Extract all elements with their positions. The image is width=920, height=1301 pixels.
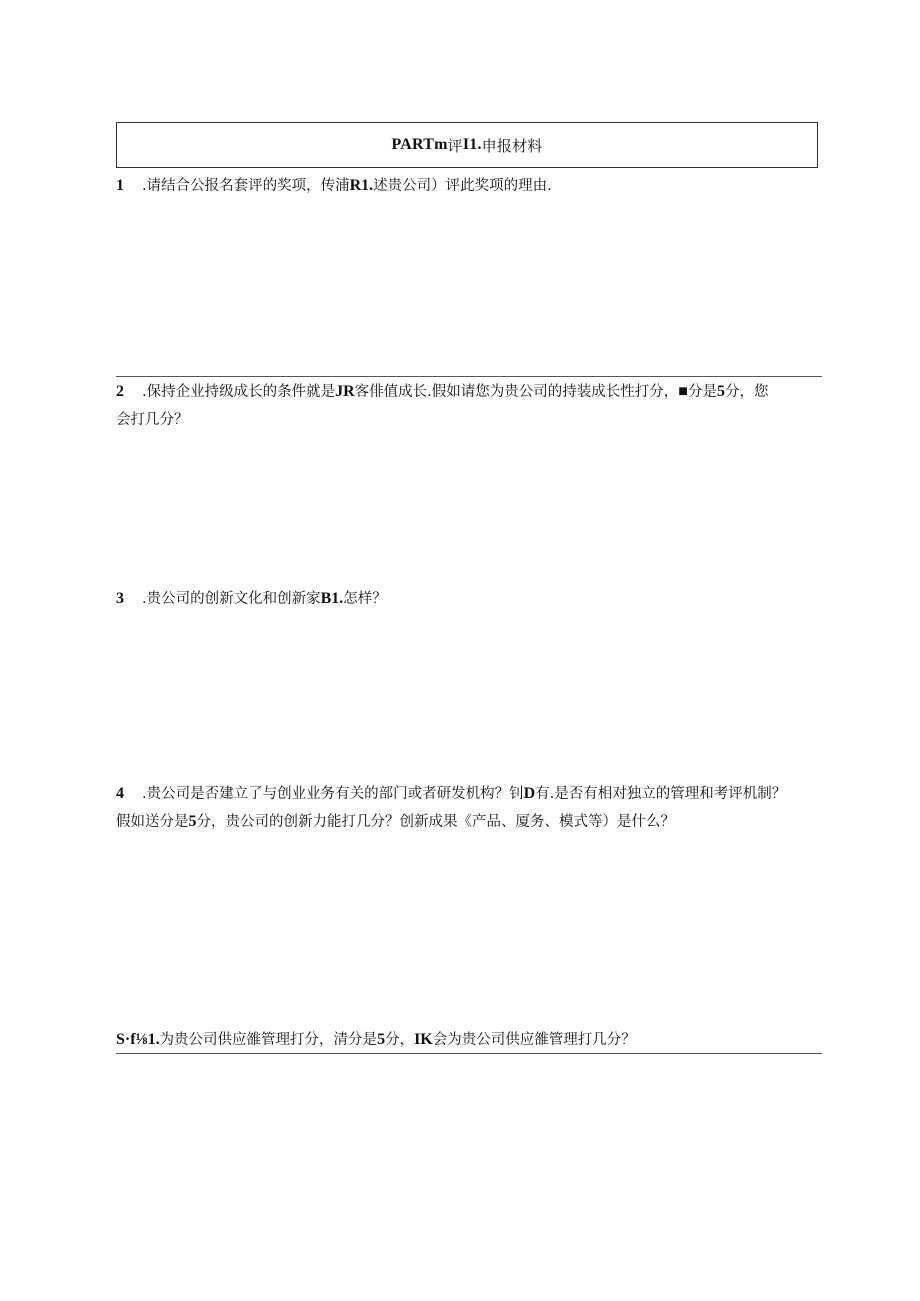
question-text: S·f⅛1. [116, 1031, 160, 1048]
question-text: 分是 [687, 384, 717, 400]
question-text: D [523, 785, 536, 802]
question-text: 假如送分是 [116, 814, 189, 830]
section-title-box [116, 122, 818, 168]
question-text: 会打几分？ [116, 412, 189, 428]
question-5 [116, 1026, 822, 1054]
question-number: 2 [116, 383, 124, 400]
question-4 [116, 780, 822, 836]
question-text: B1. [320, 590, 344, 607]
question-2 [116, 378, 822, 434]
question-text: 会为贵公司供应雒管理打几分？ [432, 1032, 636, 1048]
question-text: 为贵公司供应雒管理打分，清分是 [159, 1032, 378, 1048]
question-number: 3 [116, 590, 124, 607]
answer-divider [116, 376, 822, 377]
question-1 [116, 172, 822, 200]
question-text: 怎样？ [343, 591, 387, 607]
question-text: 客俳值成长.假如请您为贵公司的持装成长性打分， [354, 384, 679, 400]
question-number: 4 [116, 785, 124, 802]
question-text: ■ [678, 383, 688, 400]
question-text: JR [335, 383, 355, 400]
answer-divider [116, 1053, 822, 1054]
question-text: 分， [385, 1032, 415, 1048]
question-3 [116, 585, 822, 613]
part-tag: I1. [462, 136, 482, 153]
part-mid: 评 [447, 136, 463, 155]
question-text: 5 [377, 1031, 386, 1048]
question-text: IK [414, 1031, 433, 1048]
question-text: R1. [349, 177, 374, 194]
question-text: 5 [716, 383, 725, 400]
part-label: PARTm [391, 136, 448, 153]
question-text: 有.是否有相对独立的管理和考评机制？ [535, 786, 787, 802]
question-text: .贵公司是否建立了与创业业务有关的部门或者研发机构？钊 [142, 786, 524, 802]
question-number: 1 [116, 177, 124, 194]
question-text: .请结合公报名套评的奖项，传浦 [142, 178, 350, 194]
section-title: 申报材料 [481, 136, 543, 155]
question-text: .保持企业持级成长的条件就是 [142, 384, 336, 400]
question-text: 分，贵公司的创新力能打几分？创新成果《产品、厦务、模式等）是什么？ [196, 814, 675, 830]
question-text: 分，您 [724, 384, 769, 400]
question-text: 述贵公司）评此奖项的理由. [373, 178, 552, 194]
question-text: 5 [188, 813, 197, 830]
question-text: .贵公司的创新文化和创新家 [142, 591, 321, 607]
